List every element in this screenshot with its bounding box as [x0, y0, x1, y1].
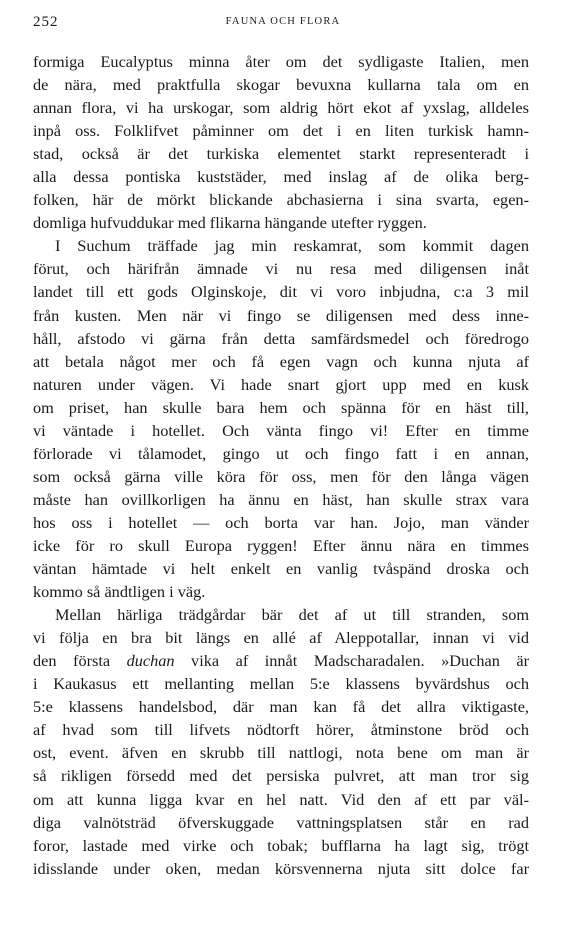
text-line: måste han ovillkorligen ha ännu en häst, han skulle strax vara — [33, 489, 529, 509]
text-line: Mellan härliga trädgårdar bär det af ut till stranden, som — [55, 605, 529, 625]
body-text — [33, 50, 529, 880]
text-line: foror, lastade med virke och tobak; bufflarna ha lagt sig, trögt — [33, 835, 529, 855]
text-line: förlorade vi tålamodet, gingo ut och fingo fatt i en annan, — [33, 443, 529, 463]
text-segment: vika af innåt Madscharadalen. »Duchan är — [174, 651, 529, 671]
text-line: vi väntade i hotellet. Och vänta fingo vi! Efter en timme — [33, 420, 529, 440]
text-segment: den första — [33, 651, 127, 671]
running-head: FAUNA OCH FLORA — [225, 16, 341, 27]
text-line: om att kunna ligga kvar en hel natt. Vid den af ett par väl- — [33, 789, 529, 809]
text-line: I Suchum träffade jag min reskamrat, som kommit dagen — [55, 236, 529, 256]
text-line: om priset, han skulle bara hem och spänna för en häst till, — [33, 397, 529, 417]
text-line: af hvad som till lifvets nödtorft hörer, åtminstone bröd och — [33, 720, 529, 740]
text-line: landet till ett gods Olginskoje, dit vi voro inbjudna, c:a 3 mil — [33, 282, 529, 302]
text-line: 5:e klassens handelsbod, där man kan få det allra viktigaste, — [33, 697, 529, 717]
text-line: formiga Eucalyptus minna åter om det sydligaste Italien, men — [33, 52, 529, 71]
italic-term: duchan — [126, 651, 175, 671]
text-line: förut, och härifrån ämnade vi nu resa med diligensen inåt — [33, 259, 529, 279]
text-line: att betala något mer och få egen vagn och kunna njuta af — [33, 351, 529, 371]
text-line: kommo så ändtligen i väg. — [33, 582, 206, 602]
text-line: diga valnötsträd öfverskuggade vattningsplatsen står en rad — [33, 812, 529, 832]
text-line: håll, afstodo vi gärna från detta samfärdsmedel och föredrogo — [33, 328, 529, 348]
text-line: alla dessa pontiska kuststäder, med inslag af de olika berg- — [33, 167, 529, 187]
text-line: hos oss i hotellet — och borta var han. Jojo, man vänder — [33, 512, 529, 532]
text-line: icke för ro skull Europa ryggen! Efter ännu nära en timmes — [33, 535, 529, 555]
text-line: från kusten. Men när vi fingo se diligensen med dess inne- — [33, 305, 529, 325]
text-line: domliga hufvuddukar med flikarna hängande utefter ryggen. — [33, 213, 427, 233]
text-line: väntan hämtade vi helt enkelt en vanlig tvåspänd droska och — [33, 559, 529, 579]
text-line: folken, här de mörkt blickande abchasierna i sina svarta, egen- — [33, 190, 529, 210]
text-line: idisslande under oken, medan körsvennerna njuta sitt dolce far — [33, 858, 529, 878]
text-line — [33, 649, 529, 672]
text-line: inpå oss. Folklifvet påminner om det i en liten turkisk hamn- — [33, 121, 529, 141]
text-line: som också gärna ville köra för oss, men för den långa vägen — [33, 466, 529, 486]
text-line: så rikligen försedd med det persiska pulvret, att man tror sig — [33, 766, 529, 786]
text-line: ost, event. äfven en skrubb till nattlogi, nota bene om man är — [33, 743, 529, 763]
text-line: vi följa en bra bit längs en allé af Aleppotallar, innan vi vid — [33, 628, 529, 648]
text-line: naturen under vägen. Vi hade snart gjort upp med en kusk — [33, 374, 529, 394]
page-number: 252 — [33, 14, 59, 30]
text-line: stad, också är det turkiska elementet starkt representeradt i — [33, 144, 529, 164]
text-line: de nära, med praktfulla skogar bevuxna kullarna tala om en — [33, 75, 529, 95]
page-header — [33, 14, 533, 34]
text-line: i Kaukasus ett mellanting mellan 5:e klassens byvärdshus och — [33, 674, 529, 694]
text-line: annan flora, vi ha urskogar, som aldrig hört ekot af yxslag, alldeles — [33, 98, 529, 118]
